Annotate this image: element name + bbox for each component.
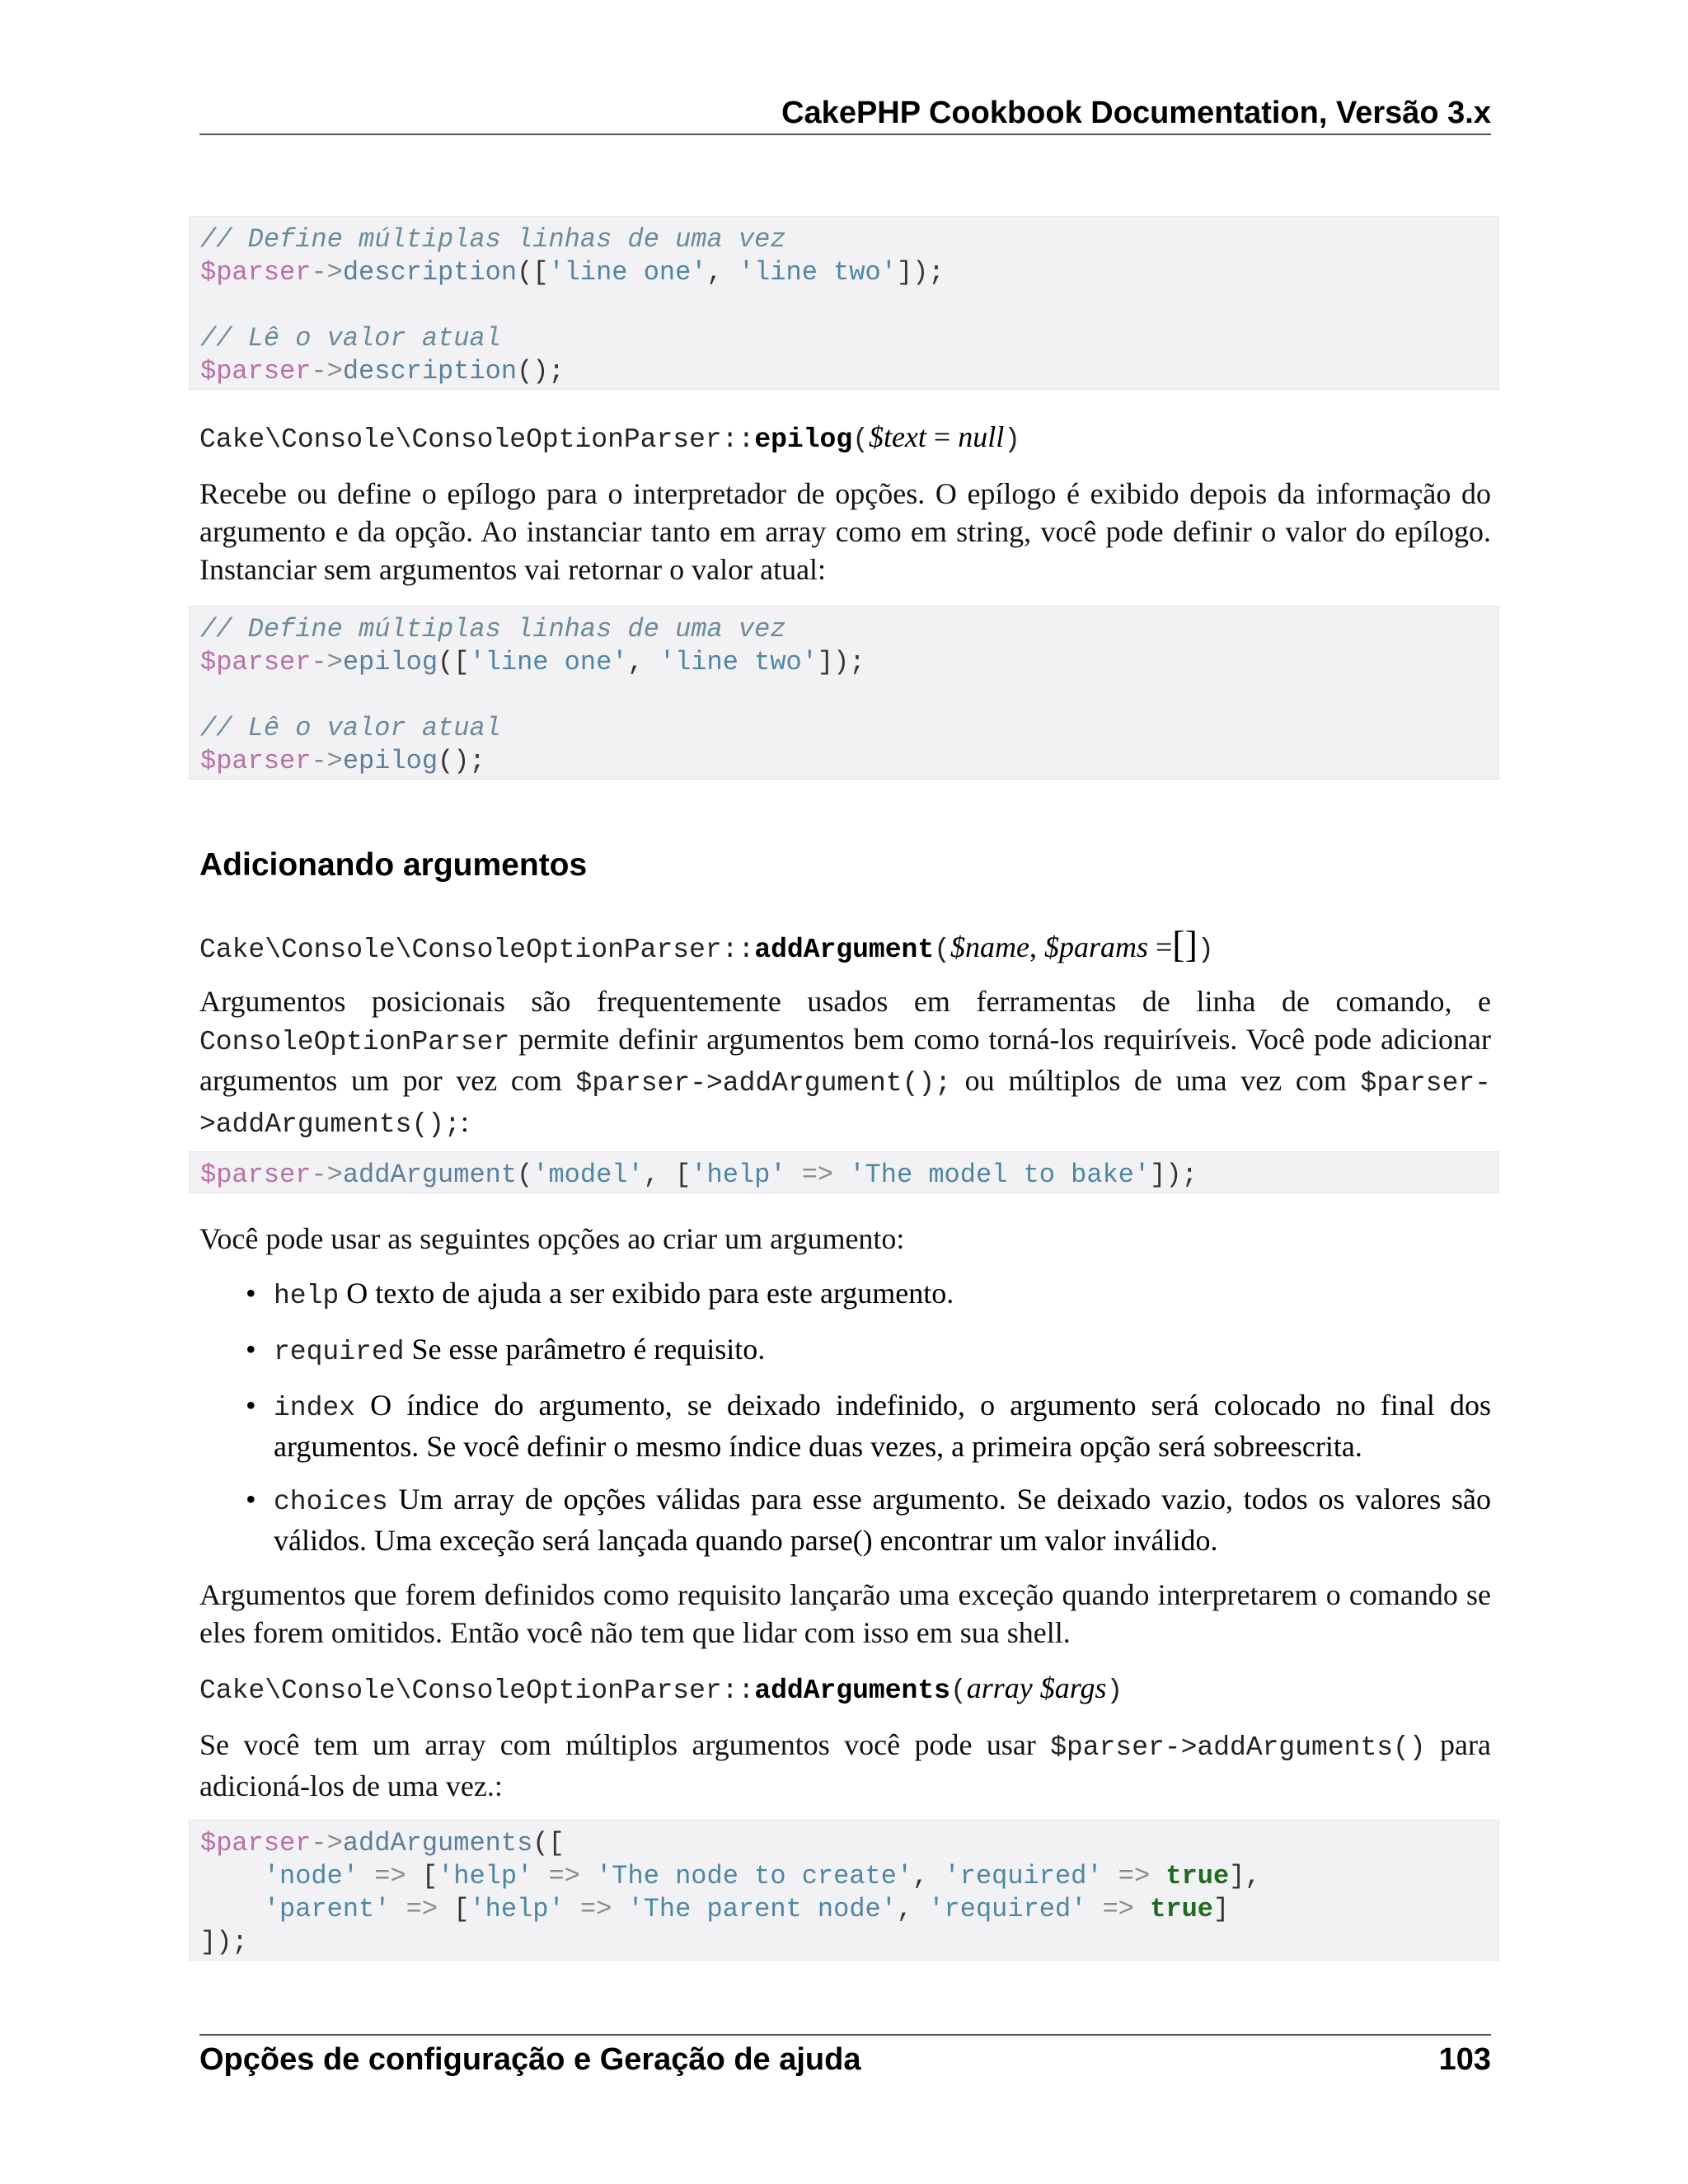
- text-run: O texto de ajuda a ser exibido para este argumento.: [339, 1277, 954, 1310]
- inline-code: ConsoleOptionParser: [199, 1027, 510, 1057]
- param-name: $name: [950, 930, 1029, 963]
- list-item-text: [274, 1386, 1491, 1465]
- addargument-description: [199, 982, 1491, 1144]
- code-operator: =>: [532, 1861, 597, 1891]
- code-variable: $parser: [200, 1160, 312, 1190]
- code-variable: $parser: [200, 257, 312, 288]
- code-operator: ->: [311, 1160, 343, 1190]
- code-string: 'line two': [659, 647, 818, 677]
- paren-close: ): [1004, 424, 1021, 455]
- code-string: 'required': [944, 1861, 1103, 1891]
- code-block-description: [189, 216, 1499, 390]
- code-keyword: true: [1150, 1894, 1213, 1924]
- code-operator: ->: [311, 746, 343, 776]
- text-run: O índice do argumento, se deixado indefinido, o argumento será colocado no final dos argumentos. Se você definir o mesmo índice duas vezes, a primeira opção será sobreescrita.: [274, 1389, 1491, 1463]
- running-header: CakePHP Cookbook Documentation, Versão 3.x: [199, 92, 1491, 135]
- required-note: Argumentos que forem definidos como requisito lançarão uma exceção quando interpretarem o comando se eles forem omitidos. Então você não tem que lidar com isso em sua shell.: [199, 1578, 1491, 1649]
- epilog-description: Recebe ou define o epílogo para o interpretador de opções. O epílogo é exibido depois da informação do argumento e da opção. Ao instanciar tanto em array como em string, você pode definir o valor do epílogo. Instanciar sem argumentos vai retornar o valor atual:: [199, 477, 1491, 586]
- code-string: 'model': [532, 1160, 644, 1190]
- code-function: epilog: [342, 647, 438, 677]
- code-string: 'line one': [548, 257, 707, 288]
- text-run: para adicioná-los de uma vez.:: [199, 1728, 1491, 1802]
- code-function: addArgument: [342, 1160, 518, 1190]
- list-item-text: [274, 1274, 1491, 1315]
- code-punctuation: ,: [627, 647, 659, 677]
- code-punctuation: ]);: [1150, 1160, 1198, 1190]
- code-string: 'line two': [738, 257, 897, 288]
- code-punctuation: ([: [438, 647, 470, 677]
- list-item-text: [274, 1330, 1491, 1371]
- code-punctuation: [: [421, 1861, 438, 1891]
- method-signature-epilog: [199, 419, 1020, 458]
- inline-code: $parser->addArguments(): [1050, 1732, 1426, 1763]
- code-punctuation: ]: [1213, 1894, 1230, 1924]
- code-punctuation: ,: [706, 257, 738, 288]
- code-variable: $parser: [200, 356, 312, 387]
- code-punctuation: ([: [517, 257, 549, 288]
- code-punctuation: ();: [438, 746, 485, 776]
- code-comment: // Lê o valor atual: [200, 713, 501, 743]
- code-variable: $parser: [200, 746, 312, 776]
- code-string: 'The node to create': [596, 1861, 913, 1891]
- class-path: Cake\Console\ConsoleOptionParser: [199, 935, 722, 965]
- code-string: 'help': [691, 1160, 786, 1190]
- code-variable: $parser: [200, 1828, 312, 1858]
- code-indent: [200, 1894, 264, 1924]
- text-run: :: [460, 1105, 469, 1138]
- code-string: 'parent': [263, 1894, 391, 1924]
- options-intro: Você pode usar as seguintes opções ao criar um argumento:: [199, 1222, 905, 1255]
- code-string: 'required': [928, 1894, 1087, 1924]
- code-operator: =>: [564, 1894, 628, 1924]
- list-item-text: [274, 1480, 1491, 1559]
- code-keyword: true: [1165, 1861, 1230, 1891]
- param-default: null: [958, 420, 1005, 453]
- code-punctuation: ,: [912, 1861, 945, 1891]
- inline-code: index: [274, 1393, 356, 1423]
- bullet-glyph: •: [246, 1483, 256, 1516]
- code-function: description: [342, 257, 518, 288]
- param-name: $text: [868, 420, 926, 453]
- method-name: epilog: [754, 424, 853, 455]
- paren-open: (: [934, 935, 950, 965]
- code-string: 'help': [469, 1894, 565, 1924]
- text-run: permite definir argumentos bem como torná-los requiríveis. Você pode adicionar argumentos um por vez com: [199, 1023, 1491, 1097]
- paren-close: ): [1106, 1675, 1123, 1706]
- code-block-epilog: [189, 606, 1499, 780]
- section-heading: Adicionando argumentos: [199, 847, 588, 883]
- inline-code: $parser->addArgument();: [575, 1068, 952, 1099]
- code-comment: // Lê o valor atual: [200, 323, 501, 354]
- code-punctuation: (: [517, 1160, 533, 1190]
- paren-close: ): [1197, 935, 1214, 965]
- scope-separator: ::: [721, 424, 755, 455]
- code-punctuation: ,: [896, 1894, 929, 1924]
- page-number: 103: [1438, 2042, 1491, 2077]
- text-run: Um array de opções válidas para esse argumento. Se deixado vazio, todos os valores são válidos. Uma exceção será lançada quando parse() encontrar um valor inválido.: [274, 1483, 1491, 1557]
- param-equals: =: [1147, 930, 1173, 963]
- code-function: addArguments: [342, 1828, 533, 1858]
- inline-code: required: [274, 1337, 405, 1367]
- code-punctuation: ([: [532, 1828, 565, 1858]
- param-equals: =: [926, 420, 959, 453]
- code-operator: ->: [311, 257, 343, 288]
- code-variable: $parser: [200, 647, 312, 677]
- method-name: addArguments: [754, 1675, 950, 1706]
- code-punctuation: ]);: [896, 257, 945, 288]
- class-path: Cake\Console\ConsoleOptionParser: [199, 1675, 722, 1706]
- text-run: Se esse parâmetro é requisito.: [404, 1333, 766, 1366]
- code-operator: =>: [1102, 1861, 1166, 1891]
- code-punctuation: ],: [1229, 1861, 1261, 1891]
- bullet-glyph: •: [246, 1277, 256, 1310]
- method-signature-addarguments: [199, 1670, 1123, 1709]
- paren-open: (: [852, 424, 869, 455]
- class-path: Cake\Console\ConsoleOptionParser: [199, 424, 722, 455]
- code-comment: // Define múltiplas linhas de uma vez: [200, 224, 786, 255]
- addarguments-description: [199, 1726, 1491, 1805]
- code-operator: ->: [311, 647, 343, 677]
- method-signature-addargument: [199, 923, 1214, 968]
- code-indent: [200, 1861, 264, 1891]
- code-operator: ->: [311, 1828, 343, 1858]
- bullet-glyph: •: [246, 1333, 256, 1366]
- code-operator: =>: [785, 1160, 850, 1190]
- inline-code: help: [274, 1281, 340, 1311]
- code-punctuation: [: [453, 1894, 470, 1924]
- code-block-addarguments: [189, 1820, 1499, 1961]
- code-operator: =>: [359, 1861, 422, 1891]
- code-operator: =>: [1086, 1894, 1151, 1924]
- text-run: Se você tem um array com múltiplos argumentos você pode usar: [199, 1728, 1051, 1761]
- inline-code: choices: [274, 1487, 388, 1517]
- code-string: 'The parent node': [627, 1894, 897, 1924]
- code-comment: // Define múltiplas linhas de uma vez: [200, 614, 786, 644]
- code-string: 'The model to bake': [849, 1160, 1151, 1190]
- param-name: array $args: [966, 1671, 1107, 1704]
- code-punctuation: [: [675, 1160, 692, 1190]
- code-string: 'line one': [469, 647, 628, 677]
- code-operator: ->: [311, 356, 343, 387]
- footer-chapter-title: Opções de configuração e Geração de ajuda: [199, 2042, 861, 2077]
- code-punctuation: ();: [517, 356, 565, 387]
- code-punctuation: ]);: [200, 1927, 248, 1957]
- code-block-addargument: [189, 1151, 1499, 1193]
- inline-code: $parser->addArguments();: [199, 1068, 1491, 1140]
- footer-rule: [199, 2034, 1491, 2036]
- text-run: Argumentos posicionais são frequentemente usados em ferramentas de linha de comando, e: [199, 985, 1491, 1018]
- code-string: 'help': [438, 1861, 533, 1891]
- param-comma: ,: [1029, 930, 1044, 963]
- bullet-glyph: •: [246, 1389, 256, 1422]
- paren-open: (: [950, 1675, 967, 1706]
- scope-separator: ::: [721, 1675, 755, 1706]
- param-default: []: [1172, 923, 1198, 965]
- scope-separator: ::: [721, 935, 755, 965]
- code-string: 'node': [263, 1861, 359, 1891]
- method-name: addArgument: [754, 935, 935, 965]
- param-name: $params: [1043, 930, 1148, 963]
- text-run: ou múltiplos de uma vez com: [951, 1064, 1361, 1097]
- code-function: epilog: [342, 746, 438, 776]
- code-punctuation: ]);: [817, 647, 865, 677]
- code-operator: =>: [390, 1894, 454, 1924]
- code-punctuation: ,: [643, 1160, 676, 1190]
- code-function: description: [342, 356, 518, 387]
